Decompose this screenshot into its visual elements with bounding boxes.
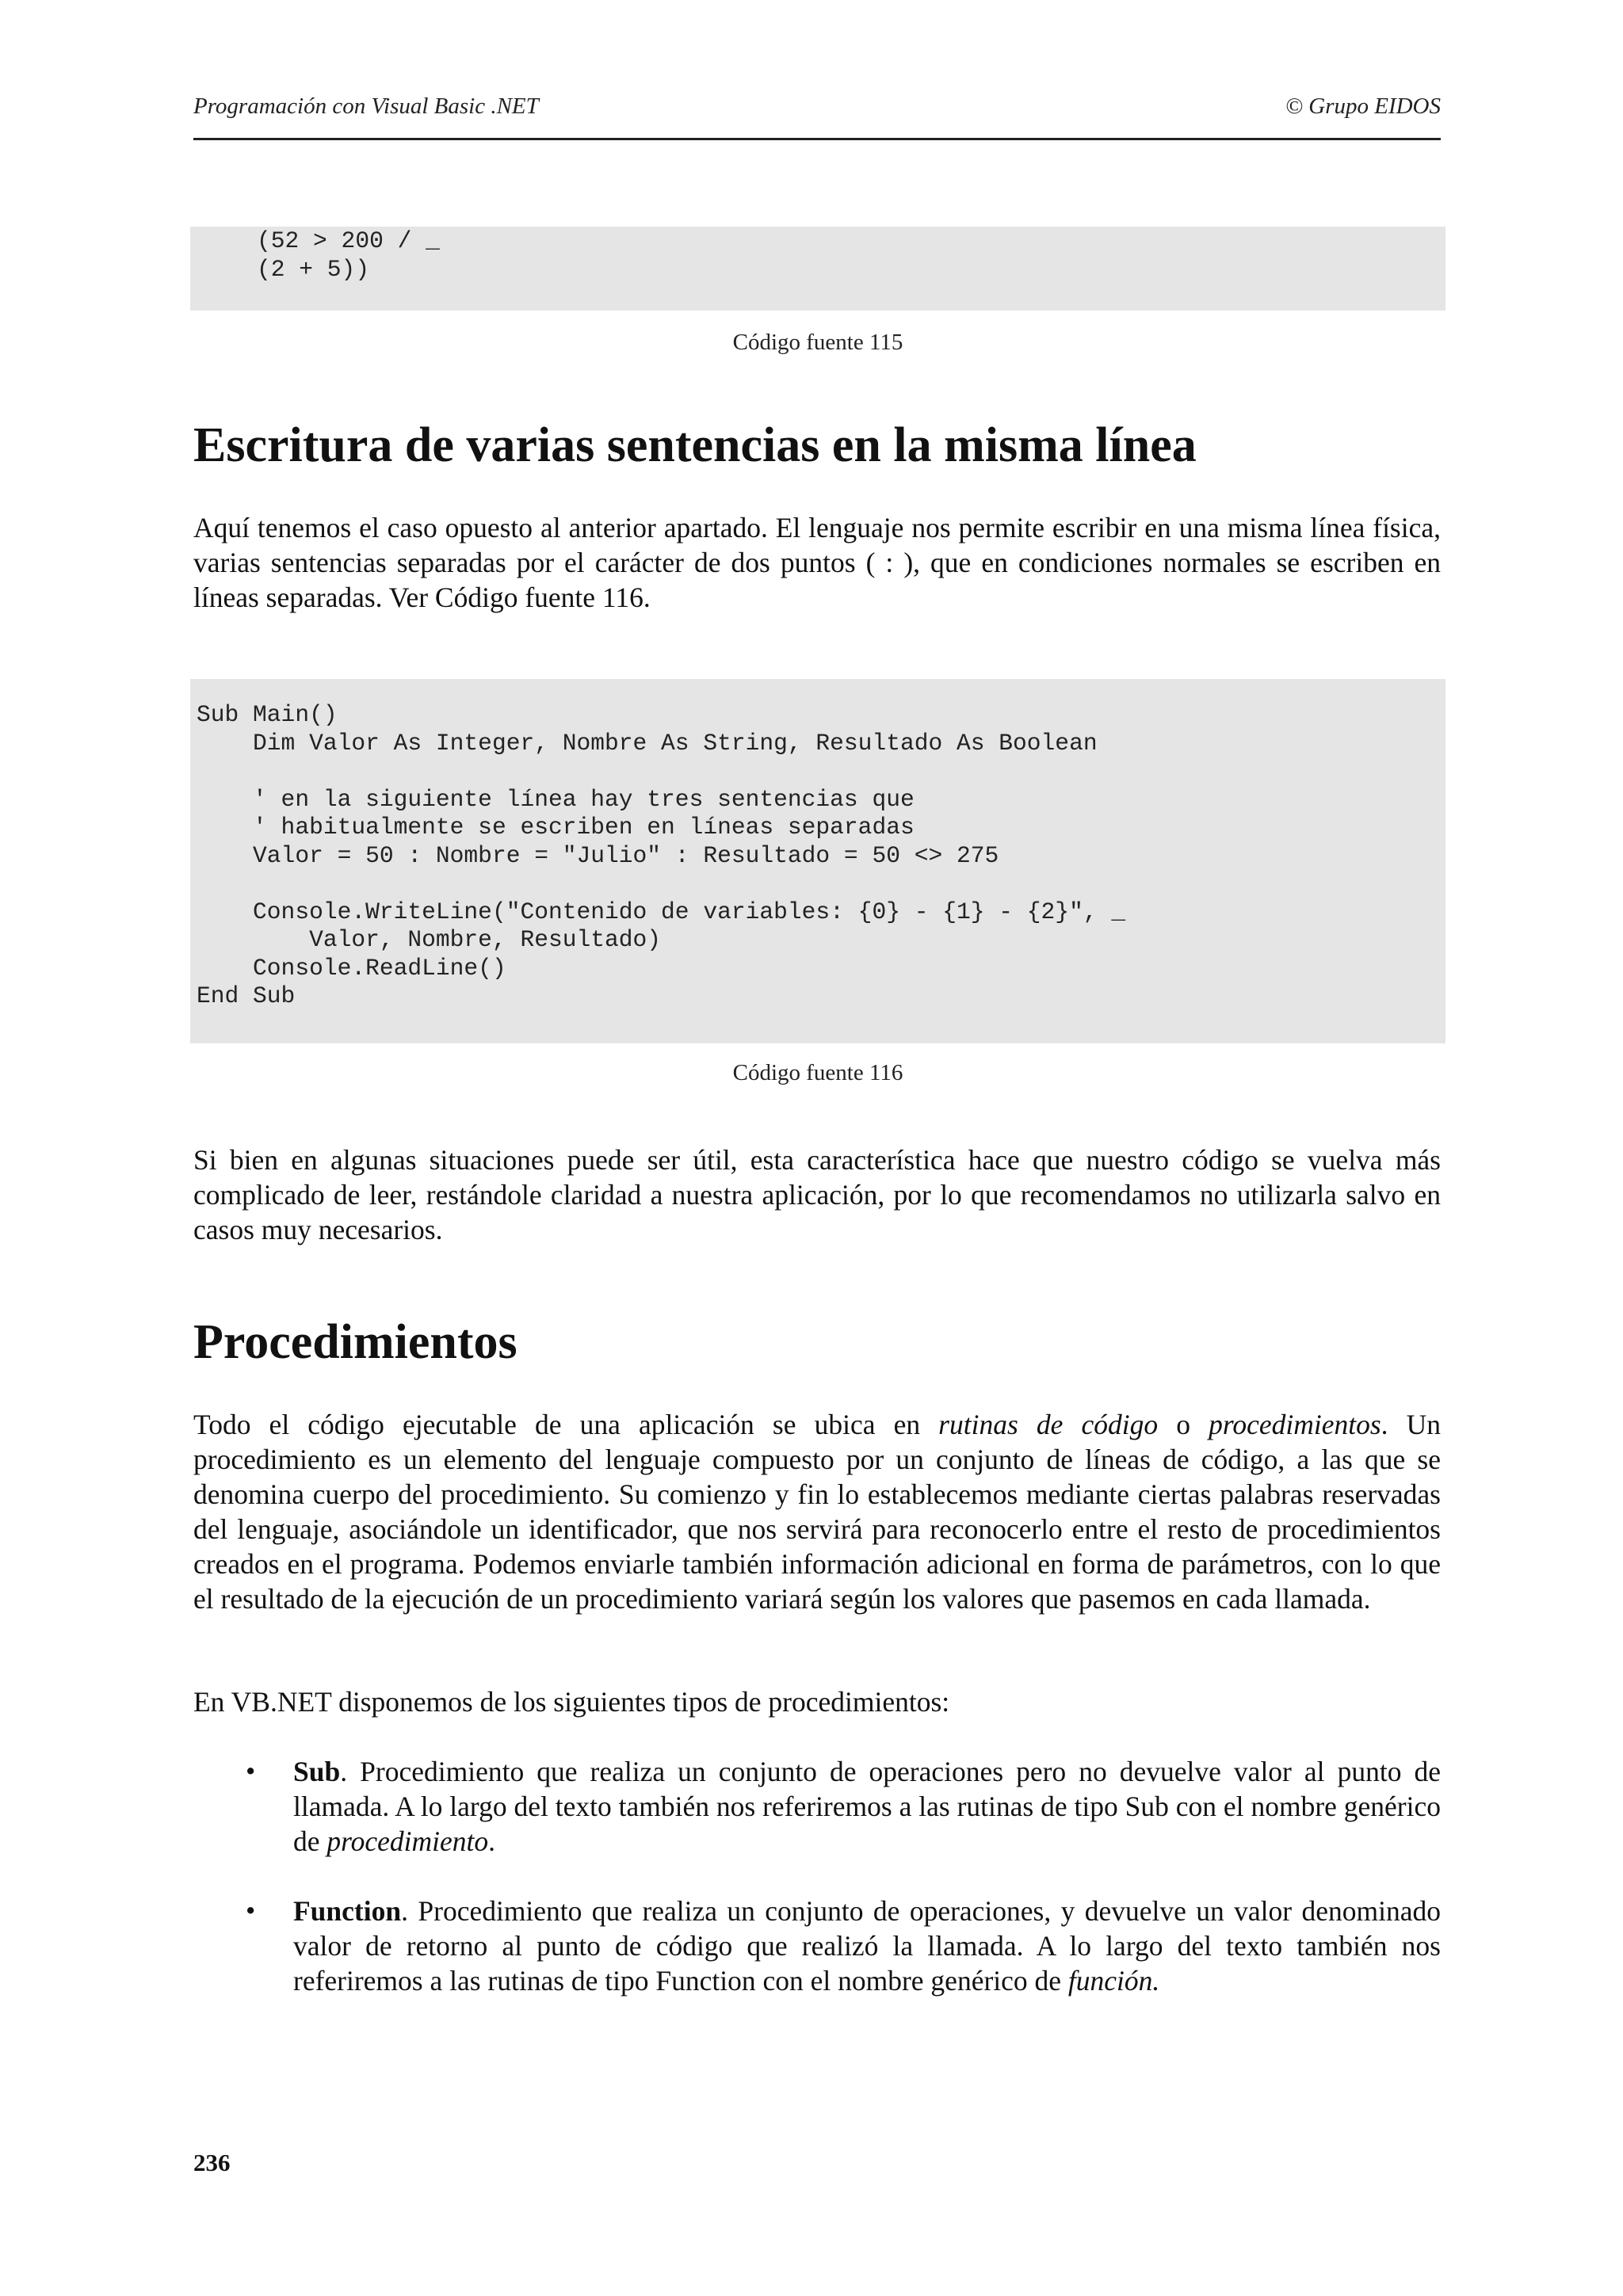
code-block-115 bbox=[190, 227, 1445, 311]
term-function: Function bbox=[293, 1895, 402, 1927]
paragraph-after-code: Si bien en algunas situaciones puede ser útil, esta característica hace que nuestro código se vuelva más complicado de leer, restándole claridad a nuestra aplicación, por lo que recomendamos no utilizarla salvo en casos muy necesarios. bbox=[193, 1144, 1441, 1245]
section-paragraph: Aquí tenemos el caso opuesto al anterior apartado. El lenguaje nos permite escribir en una misma línea física, varias sentencias separadas por el carácter de dos puntos ( : ), que en condiciones normales se escriben en líneas separadas. Ver Código fuente 116. bbox=[193, 512, 1441, 613]
page-number: 236 bbox=[193, 2149, 231, 2176]
code-text: (52 > 200 / _ (2 + 5)) bbox=[257, 227, 440, 283]
code-caption-115: Código fuente 115 bbox=[732, 330, 903, 355]
page-header bbox=[193, 93, 1441, 120]
procedures-paragraph: Todo el código ejecutable de una aplicación se ubica en rutinas de código o procedimientos. Un procedimiento es un elemento del lenguaje compuesto por un conjunto de líneas de código, a las que se denomina cuerpo del procedimiento. Su comienzo y fin lo establecemos mediante ciertas palabras reservadas del lenguaje, asociándole un identificador, que nos servirá para reconocerlo entre el resto de procedimientos creados en el programa. Podemos enviarle también información adicional en forma de parámetros, con lo que el resultado de la ejecución de un procedimiento variará según los valores que pasemos en cada llamada. bbox=[193, 1409, 1442, 1615]
code-text: Sub Main() Dim Valor As Integer, Nombre As String, Resultado As Boolean ' en la siguiente línea hay tres sentencias que ' habitualmente se escriben en líneas separadas Valor = 50 : Nombre = "Julio" : Resultado = 50 <> 275 Console.WriteLine("Contenido de variables: {0} - {1} - {2}", _ Valor, Nombre, Resultado) Console.ReadLine() End Sub bbox=[197, 701, 1126, 1009]
publisher: © Grupo EIDOS bbox=[1285, 93, 1441, 119]
bullet-icon: • bbox=[246, 1756, 256, 1787]
code-caption-116: Código fuente 116 bbox=[732, 1060, 903, 1085]
code-block-116 bbox=[190, 679, 1445, 1043]
header-rule bbox=[193, 138, 1441, 140]
procedure-types-intro: En VB.NET disponemos de los siguientes tipos de procedimientos: bbox=[193, 1686, 950, 1718]
bullet-icon: • bbox=[246, 1895, 256, 1926]
procedure-types-list bbox=[193, 1754, 1441, 1998]
section-heading-multiple-statements: Escritura de varias sentencias en la misma línea bbox=[193, 418, 1197, 472]
book-title: Programación con Visual Basic .NET bbox=[193, 93, 539, 119]
term-procedimientos: procedimientos bbox=[1209, 1409, 1381, 1440]
list-item-sub: • Sub. Procedimiento que realiza un conjunto de operaciones pero no devuelve valor al punto de llamada. A lo largo del texto también nos referiremos a las rutinas de tipo Sub con el nombre genérico de procedimiento. bbox=[246, 1756, 1441, 1857]
list-item-function: • Function. Procedimiento que realiza un conjunto de operaciones, y devuelve un valor denominado valor de retorno al punto de código que realizó la llamada. A lo largo del texto también nos referiremos a las rutinas de tipo Function con el nombre genérico de función. bbox=[246, 1895, 1441, 1997]
section-heading-procedures: Procedimientos bbox=[193, 1315, 517, 1369]
term-sub: Sub bbox=[293, 1756, 341, 1787]
term-rutinas: rutinas de código bbox=[938, 1409, 1159, 1440]
